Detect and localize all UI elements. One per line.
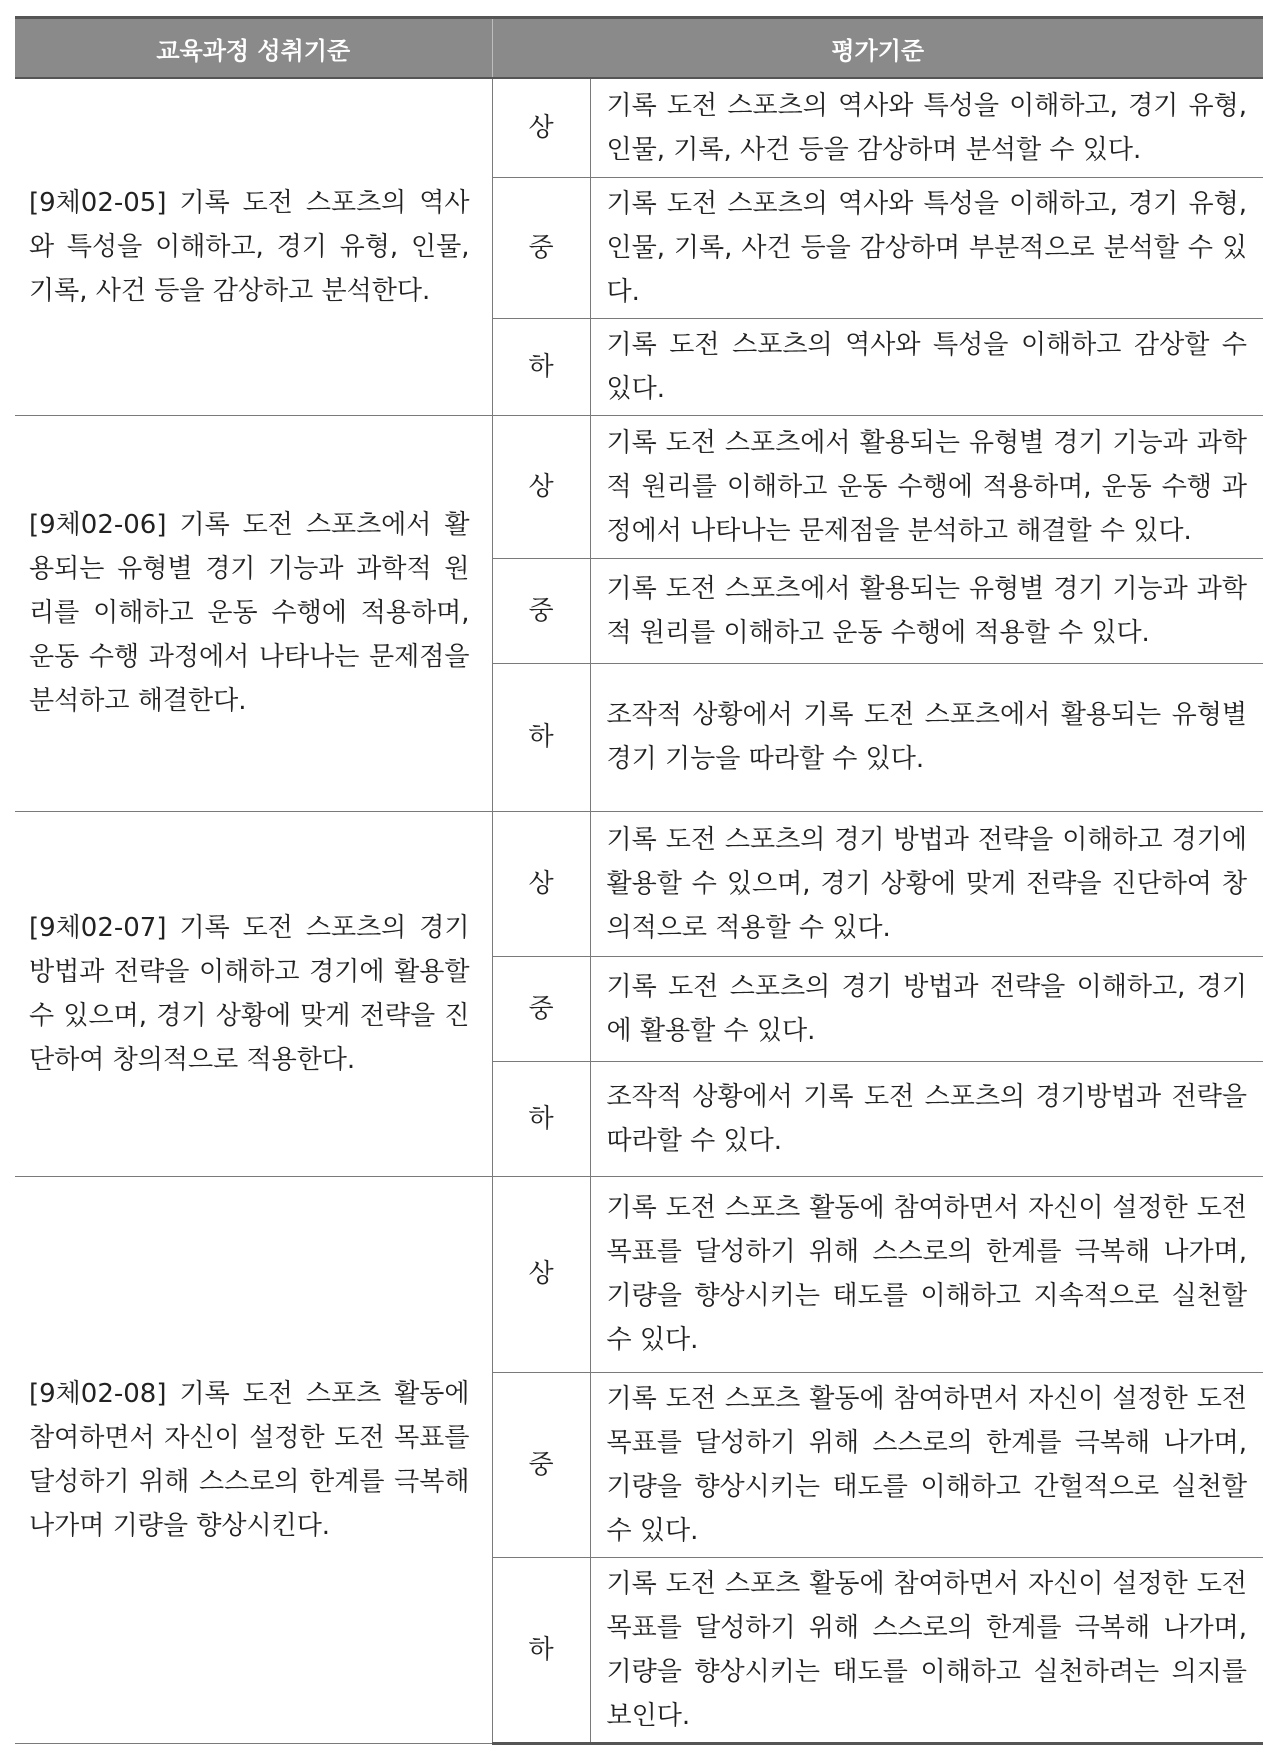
criteria-cell: 기록 도전 스포츠에서 활용되는 유형별 경기 기능과 과학적 원리를 이해하고 운동 수행에 적용할 수 있다. — [590, 558, 1263, 663]
level-cell: 하 — [492, 1557, 590, 1743]
criteria-cell: 기록 도전 스포츠의 역사와 특성을 이해하고, 경기 유형, 인물, 기록, 사건 등을 감상하며 분석할 수 있다. — [590, 78, 1263, 177]
achievement-standard-cell: [9체02-07] 기록 도전 스포츠의 경기 방법과 전략을 이해하고 경기에 활용할 수 있으며, 경기 상황에 맞게 전략을 진단하여 창의적으로 적용한다. — [15, 811, 492, 1176]
criteria-cell: 기록 도전 스포츠에서 활용되는 유형별 경기 기능과 과학적 원리를 이해하고 운동 수행에 적용하며, 운동 수행 과정에서 나타나는 문제점을 분석하고 해결할 수 있다. — [590, 415, 1263, 558]
achievement-standard-cell: [9체02-06] 기록 도전 스포츠에서 활용되는 유형별 경기 기능과 과학적 원리를 이해하고 운동 수행에 적용하며, 운동 수행 과정에서 나타나는 문제점을 분석하고 해결한다. — [15, 415, 492, 811]
criteria-cell: 기록 도전 스포츠의 역사와 특성을 이해하고, 경기 유형, 인물, 기록, 사건 등을 감상하며 부분적으로 분석할 수 있다. — [590, 177, 1263, 318]
criteria-cell: 기록 도전 스포츠 활동에 참여하면서 자신이 설정한 도전 목표를 달성하기 위해 스스로의 한계를 극복해 나가며, 기량을 향상시키는 태도를 이해하고 실천하려는 의지를 보인다. — [590, 1557, 1263, 1743]
header-standard: 교육과정 성취기준 — [15, 18, 492, 79]
level-cell: 상 — [492, 1176, 590, 1372]
criteria-cell: 조작적 상황에서 기록 도전 스포츠의 경기방법과 전략을 따라할 수 있다. — [590, 1061, 1263, 1176]
criteria-cell: 기록 도전 스포츠의 경기 방법과 전략을 이해하고 경기에 활용할 수 있으며, 경기 상황에 맞게 전략을 진단하여 창의적으로 적용할 수 있다. — [590, 811, 1263, 956]
level-cell: 중 — [492, 558, 590, 663]
criteria-table — [15, 16, 1263, 1745]
level-cell: 상 — [492, 415, 590, 558]
level-cell: 중 — [492, 956, 590, 1061]
level-cell: 중 — [492, 177, 590, 318]
achievement-standard-cell: [9체02-05] 기록 도전 스포츠의 역사와 특성을 이해하고, 경기 유형, 인물, 기록, 사건 등을 감상하고 분석한다. — [15, 78, 492, 415]
level-cell: 하 — [492, 318, 590, 415]
level-cell: 중 — [492, 1372, 590, 1557]
table-row — [15, 1176, 1263, 1372]
table-row — [15, 78, 1263, 177]
criteria-cell: 기록 도전 스포츠의 역사와 특성을 이해하고 감상할 수 있다. — [590, 318, 1263, 415]
header-row — [15, 18, 1263, 79]
table-row — [15, 415, 1263, 558]
level-cell: 상 — [492, 811, 590, 956]
level-cell: 상 — [492, 78, 590, 177]
table-row — [15, 811, 1263, 956]
criteria-cell: 기록 도전 스포츠 활동에 참여하면서 자신이 설정한 도전 목표를 달성하기 위해 스스로의 한계를 극복해 나가며, 기량을 향상시키는 태도를 이해하고 간헐적으로 실천할 수 있다. — [590, 1372, 1263, 1557]
criteria-cell: 기록 도전 스포츠 활동에 참여하면서 자신이 설정한 도전 목표를 달성하기 위해 스스로의 한계를 극복해 나가며, 기량을 향상시키는 태도를 이해하고 지속적으로 실천할 수 있다. — [590, 1176, 1263, 1372]
criteria-cell: 기록 도전 스포츠의 경기 방법과 전략을 이해하고, 경기에 활용할 수 있다. — [590, 956, 1263, 1061]
criteria-table-wrapper — [15, 16, 1263, 1745]
criteria-cell: 조작적 상황에서 기록 도전 스포츠에서 활용되는 유형별 경기 기능을 따라할 수 있다. — [590, 663, 1263, 811]
level-cell: 하 — [492, 663, 590, 811]
header-criteria: 평가기준 — [492, 18, 1263, 79]
achievement-standard-cell: [9체02-08] 기록 도전 스포츠 활동에 참여하면서 자신이 설정한 도전 목표를 달성하기 위해 스스로의 한계를 극복해 나가며 기량을 향상시킨다. — [15, 1176, 492, 1743]
level-cell: 하 — [492, 1061, 590, 1176]
